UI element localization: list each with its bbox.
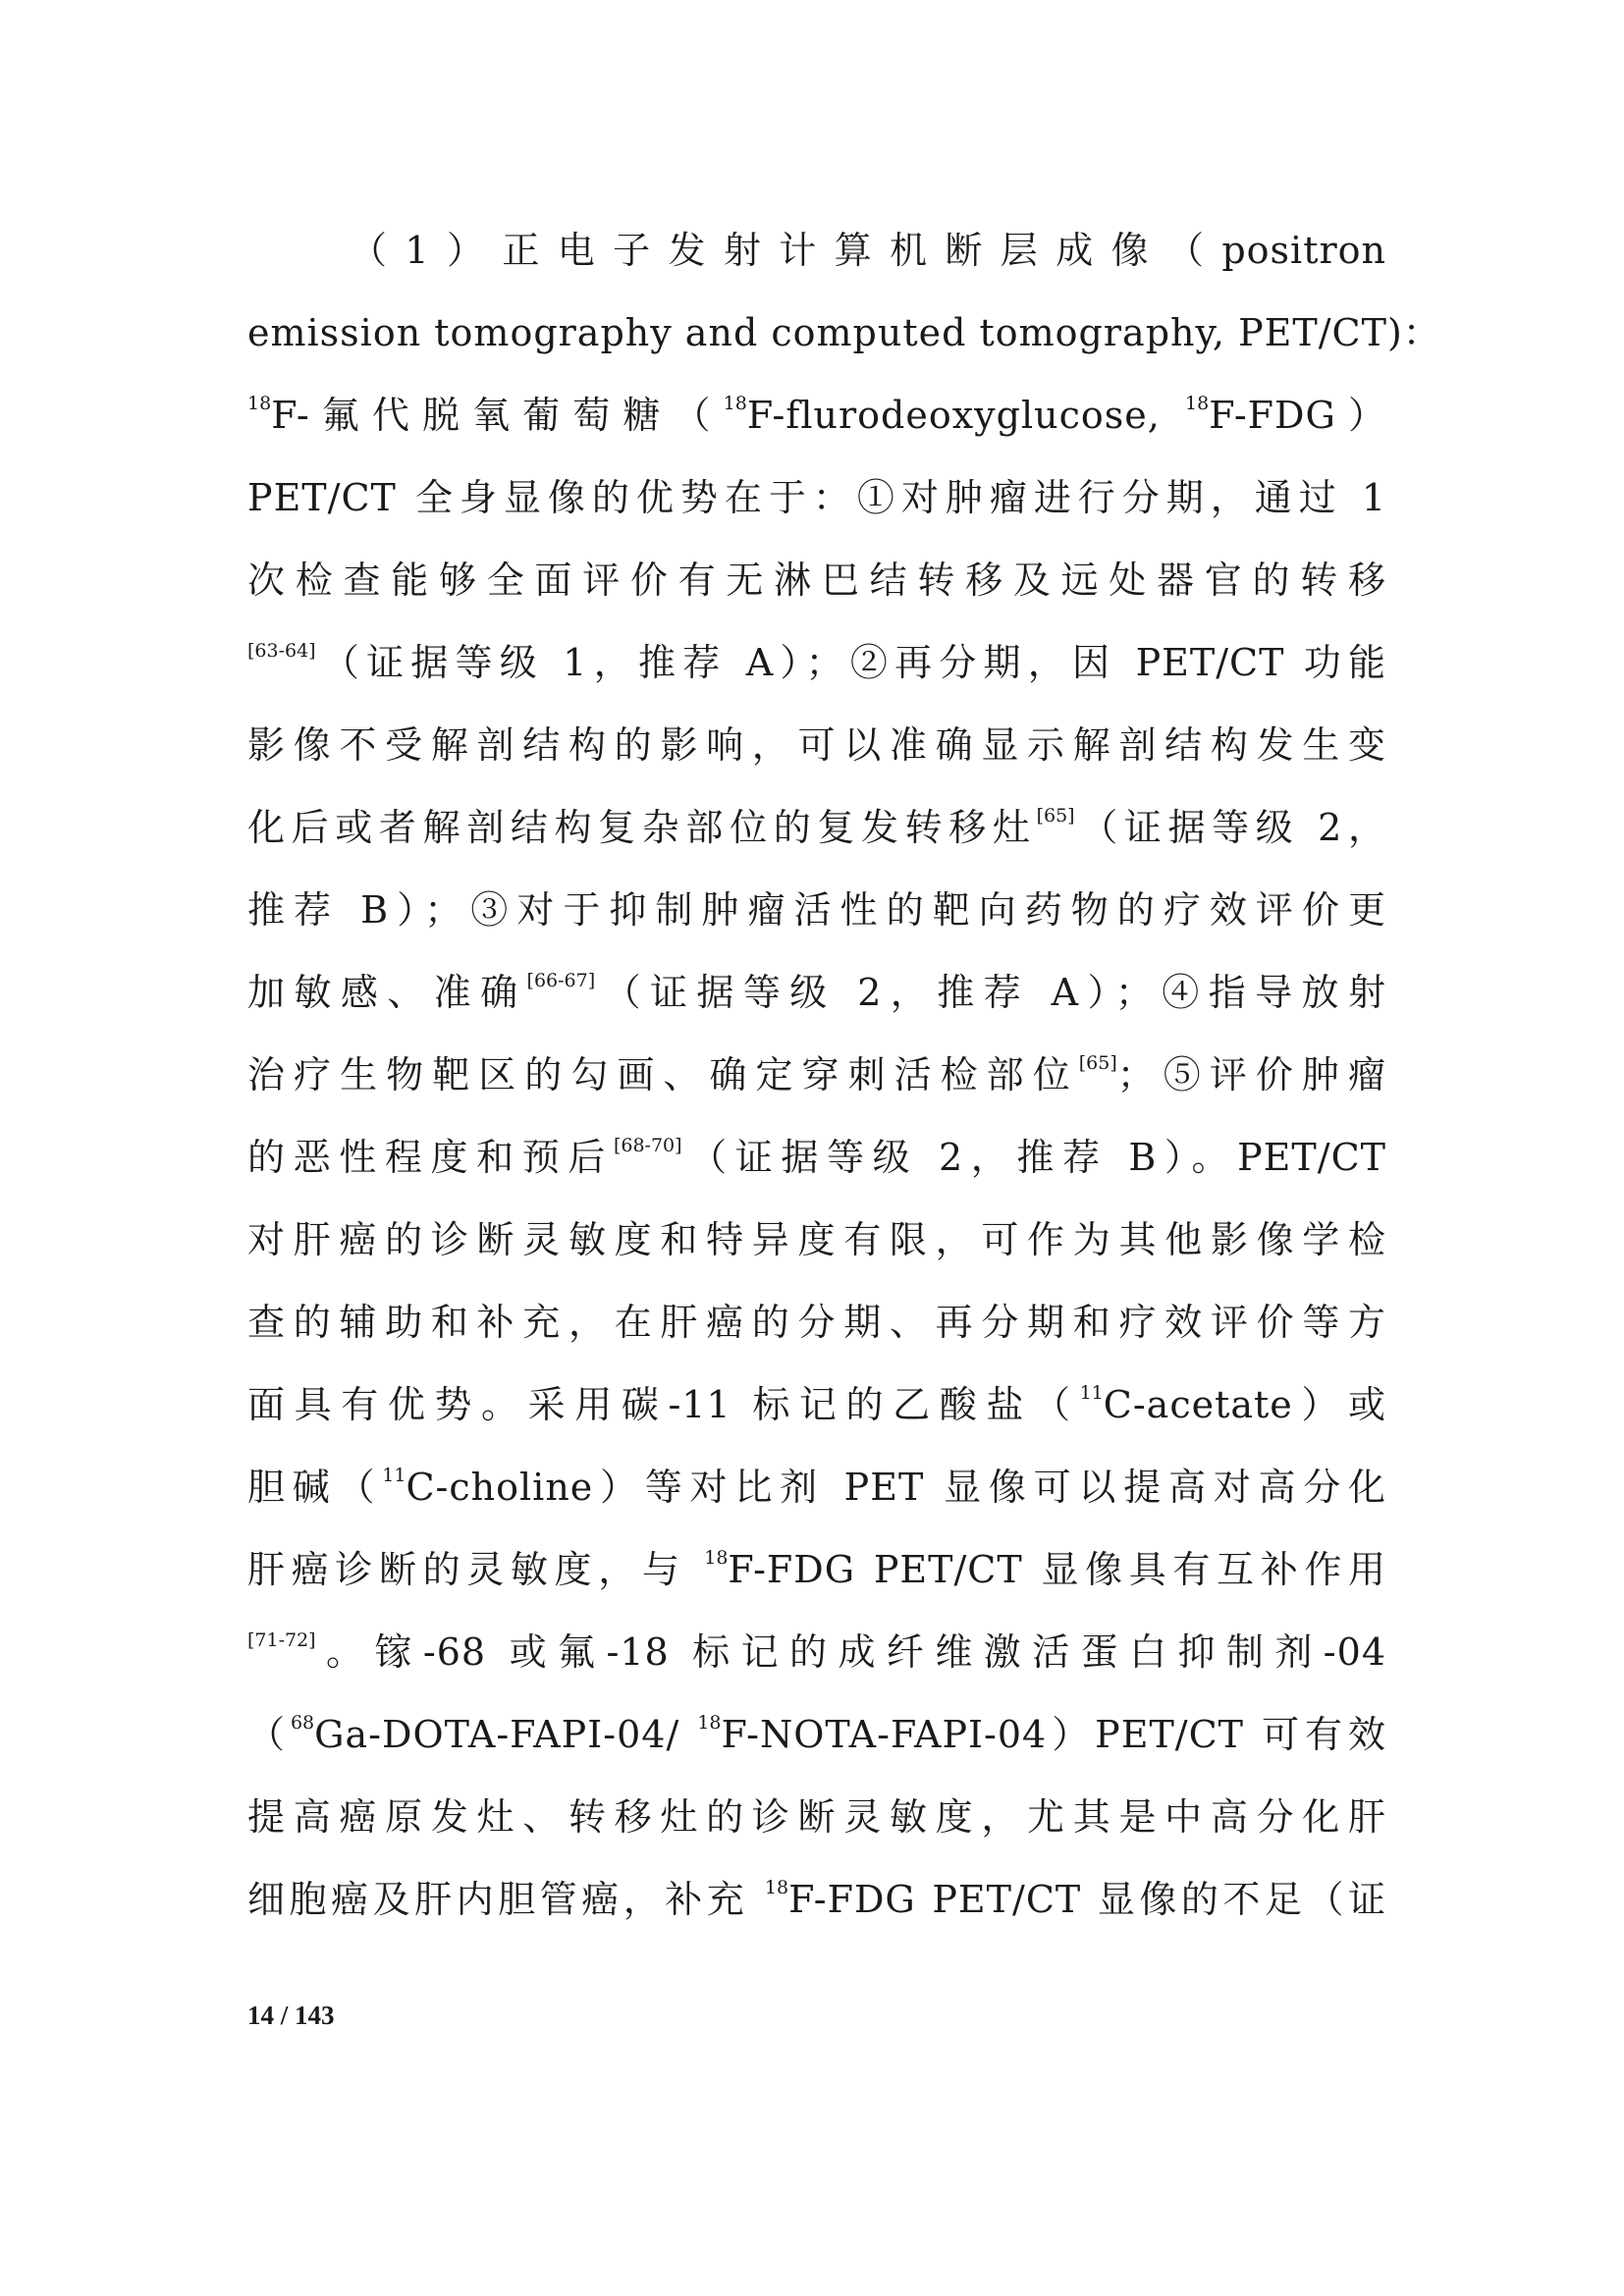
text-line: 次检查能够全面评价有无淋巴结转移及远处器官的转移 [247, 559, 1386, 602]
text-line: （1）正电子发射计算机断层成像（positron [350, 229, 1386, 272]
text-line: 影像不受解剖结构的影响，可以准确显示解剖结构发生变 [247, 723, 1386, 767]
superscript: 18 [704, 1547, 729, 1569]
text-line: 查的辅助和补充，在肝癌的分期、再分期和疗效评价等方 [247, 1301, 1386, 1344]
text-line: 肝癌诊断的灵敏度，与 $^{18}$F-FDG PET/CT 显像具有互补作用 [247, 1547, 1386, 1591]
text-line: [71-72]。镓-68 或氟-18 标记的成纤维激活蛋白抑制剂-04 [247, 1629, 1386, 1674]
citation: [68-70] [613, 1135, 682, 1156]
superscript: 18 [697, 1712, 722, 1734]
text-line: emission tomography and computed tomography, PET/CT)： [247, 311, 1441, 354]
superscript: 18 [723, 393, 747, 414]
text-line: 治疗生物靶区的勾画、确定穿刺活检部位[65]；⑤评价肿瘤 [247, 1052, 1386, 1096]
text-line: （$^{68}$Ga-DOTA-FAPI-04/ $^{18}$F-NOTA-FAPI-04）PET/CT 可有效 [247, 1712, 1386, 1756]
text-line: 对肝癌的诊断灵敏度和特异度有限，可作为其他影像学检 [247, 1218, 1386, 1261]
superscript: 68 [290, 1712, 315, 1734]
text-line: [63-64]（证据等级 1，推荐 A）；②再分期，因 PET/CT 功能 [247, 640, 1386, 684]
page-number: 14 / 143 [247, 2001, 335, 2030]
citation: [66-67] [526, 970, 596, 991]
superscript: 18 [1185, 393, 1210, 414]
citation: [65] [1078, 1052, 1117, 1074]
superscript: 11 [1079, 1382, 1104, 1404]
superscript: 18 [247, 393, 272, 414]
citation: [71-72] [247, 1629, 316, 1651]
citation: [65] [1036, 805, 1075, 827]
text-line: 细胞癌及肝内胆管癌，补充 $^{18}$F-FDG PET/CT 显像的不足（证 [247, 1877, 1386, 1921]
text-line: 面具有优势。采用碳-11 标记的乙酸盐（$^{11}$C-acetate）或 [247, 1382, 1387, 1426]
citation: [63-64] [247, 640, 316, 662]
text-line: 提高癌原发灶、转移灶的诊断灵敏度，尤其是中高分化肝 [247, 1795, 1386, 1839]
text-line: $^{18}$F-氟代脱氧葡萄糖（$^{18}$F-flurodeoxyglucose, $^{18}$F-FDG） [247, 393, 1386, 437]
document-body [247, 209, 1441, 1941]
text-line: 加敏感、准确[66-67]（证据等级 2，推荐 A）；④指导放射 [247, 970, 1386, 1014]
text-line: 胆碱（$^{11}$C-choline）等对比剂 PET 显像可以提高对高分化 [247, 1465, 1386, 1509]
text-line: 推荐 B）；③对于抑制肿瘤活性的靶向药物的疗效评价更 [247, 888, 1386, 932]
text-line: 的恶性程度和预后[68-70]（证据等级 2，推荐 B）。PET/CT [247, 1135, 1386, 1179]
text-line: 化后或者解剖结构复杂部位的复发转移灶[65]（证据等级 2， [247, 805, 1386, 849]
superscript: 18 [764, 1877, 789, 1898]
text-line: PET/CT 全身显像的优势在于：①对肿瘤进行分期，通过 1 [247, 476, 1386, 519]
superscript: 11 [382, 1465, 406, 1486]
